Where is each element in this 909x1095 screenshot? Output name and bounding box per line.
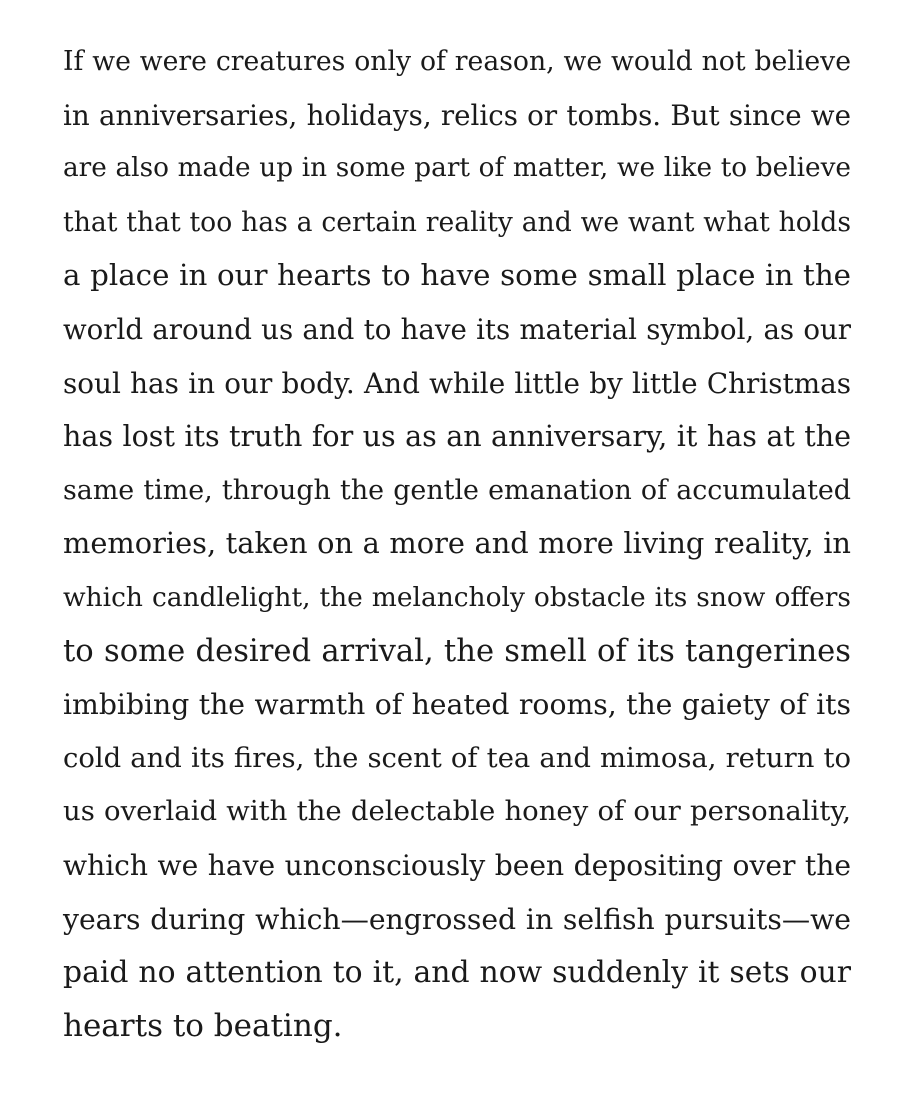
text-line: in anniversaries, holidays, relics or tombs. But since we: [63, 98, 851, 132]
text-line: are also made up in some part of matter, we like to believe: [63, 153, 851, 184]
text-line: has lost its truth for us as an anniversary, it has at the: [63, 419, 851, 454]
text-line: which we have unconsciously been depositing over the: [63, 848, 851, 882]
text-line: years during which—engrossed in selfish pursuits—we: [63, 902, 851, 936]
text-line: If we were creatures only of reason, we would not believe: [63, 46, 851, 77]
text-line: to some desired arrival, the smell of its tangerines: [63, 633, 851, 669]
text-line: paid no attention to it, and now suddenly it sets our: [63, 955, 851, 991]
text-passage: [63, 35, 851, 1053]
text-line: us overlaid with the delectable honey of our personality,: [63, 795, 851, 828]
text-line: imbibing the warmth of heated rooms, the gaiety of its: [63, 688, 851, 722]
text-line: same time, through the gentle emanation of accumulated: [63, 474, 851, 506]
text-line: a place in our hearts to have some small place in the: [63, 258, 851, 293]
text-line: world around us and to have its material symbol, as our: [63, 312, 851, 346]
text-line: cold and its fires, the scent of tea and mimosa, return to: [63, 742, 851, 774]
text-line: which candlelight, the melancholy obstacle its snow offers: [63, 581, 851, 613]
text-line: that that too has a certain reality and we want what holds: [63, 206, 851, 238]
text-line-last: hearts to beating.: [63, 1007, 343, 1044]
text-line: memories, taken on a more and more living reality, in: [63, 526, 851, 561]
text-line: soul has in our body. And while little by little Christmas: [63, 366, 851, 400]
